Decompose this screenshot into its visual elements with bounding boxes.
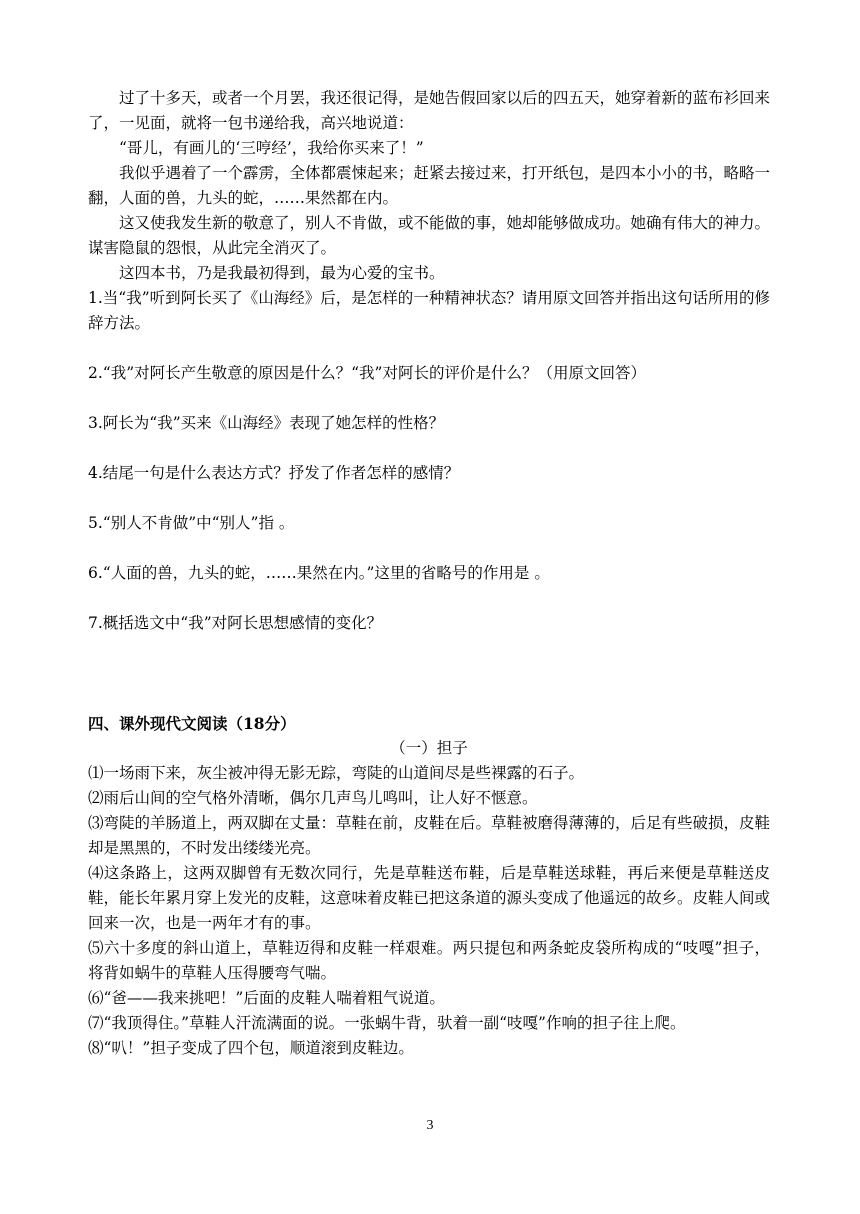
section-paragraph: ⑴一场雨下来，灰尘被冲得无影无踪，弯陡的山道间尽是些裸露的石子。 (88, 764, 585, 782)
question-item: 7.概括选文中“我”对阿长思想感情的变化？ (88, 614, 383, 632)
section-paragraph: ⑻“叭！”担子变成了四个包，顺道滚到皮鞋边。 (88, 1039, 414, 1057)
question-item: 5.“别人不肯做”中“别人”指 。 (88, 514, 295, 532)
question-item: 3.阿长为“我”买来《山海经》表现了她怎样的性格？ (88, 414, 445, 432)
section-paragraph: ⑶弯陡的羊肠道上，两双脚在丈量：草鞋在前，皮鞋在后。草鞋被磨得薄薄的，后足有些破损，皮鞋却是黑黑的，不时发出缕缕光亮。 (88, 814, 771, 857)
section-paragraph: ⑸六十多度的斜山道上，草鞋迈得和皮鞋一样艰难。两只提包和两条蛇皮袋所构成的“吱嘎”担子，将背如蜗牛的草鞋人压得腰弯气喘。 (88, 939, 770, 982)
passage-paragraph: 过了十多天，或者一个月罢，我还很记得，是她告假回家以后的四五天，她穿着新的蓝布衫回来了，一见面，就将一包书递给我，高兴地说道： (88, 89, 771, 132)
document-page (88, 86, 770, 1061)
passage-paragraph: 这又使我发生新的敬意了，别人不肯做，或不能做的事，她却能够做成功。她确有伟大的神力。谋害隐鼠的怨恨，从此完全消灭了。 (88, 214, 771, 257)
passage-paragraph: 我似乎遇着了一个霹雳，全体都震悚起来；赶紧去接过来，打开纸包，是四本小小的书，略略一翻，人面的兽，九头的蛇，……果然都在内。 (88, 164, 771, 207)
section-paragraph: ⑹“爸——我来挑吧！”后面的皮鞋人喘着粗气说道。 (88, 989, 445, 1007)
question-list (88, 286, 770, 636)
section-paragraph: ⑺“我顶得住。”草鞋人汗流满面的说。一张蜗牛背，驮着一副“吱嘎”作响的担子往上爬。 (88, 1014, 686, 1032)
page-number: 3 (426, 1118, 434, 1133)
section-heading: 四、课外现代文阅读（18分） (88, 714, 296, 733)
question-item: 2.“我”对阿长产生敬意的原因是什么？“我”对阿长的评价是什么？（用原文回答） (88, 364, 646, 382)
section-paragraph: ⑵雨后山间的空气格外清晰，偶尔几声鸟儿鸣叫，让人好不惬意。 (88, 789, 538, 807)
passage (88, 86, 770, 286)
question-item: 6.“人面的兽，九头的蛇，……果然在内。”这里的省略号的作用是 。 (88, 564, 550, 582)
passage-paragraph: 这四本书，乃是我最初得到，最为心爱的宝书。 (119, 264, 445, 282)
question-item: 4.结尾一句是什么表达方式？抒发了作者怎样的感情？ (88, 464, 460, 482)
section-subtitle: （一）担子 (390, 739, 468, 757)
passage-paragraph: “哥儿，有画儿的‘三哼经’，我给你买来了！” (119, 139, 424, 157)
question-item: 1.当“我”听到阿长买了《山海经》后，是怎样的一种精神状态？请用原文回答并指出这句话所用的修辞方法。 (88, 289, 770, 332)
section-paragraph: ⑷这条路上，这两双脚曾有无数次同行，先是草鞋送布鞋，后是草鞋送球鞋，再后来便是草鞋送皮鞋，能长年累月穿上发光的皮鞋，这意味着皮鞋已把这条道的源头变成了他遥远的故乡。皮鞋人间或回来一次，也是一两年才有的事。 (88, 864, 771, 932)
section-4 (88, 711, 770, 1061)
